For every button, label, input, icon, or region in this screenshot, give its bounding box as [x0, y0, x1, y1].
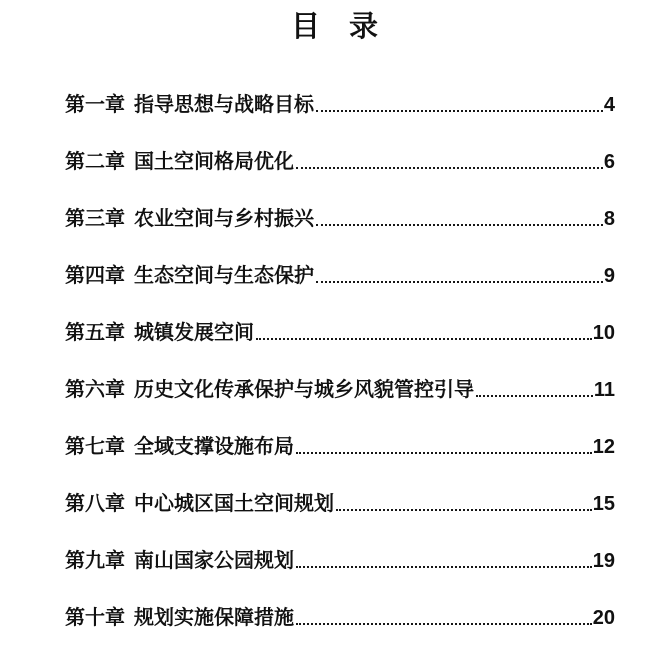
toc-chapter-label: 第十章 — [65, 607, 125, 629]
toc-entry — [65, 551, 615, 572]
toc-page-number: 11 — [593, 379, 615, 401]
toc-page-number: 9 — [603, 265, 615, 287]
toc-page-number: 19 — [592, 550, 615, 572]
dot-leader — [296, 623, 592, 625]
toc-entry — [65, 323, 615, 344]
toc-page-number: 15 — [592, 493, 615, 515]
dot-leader — [296, 452, 592, 454]
toc-chapter-label: 第五章 — [65, 322, 125, 344]
toc-entry-title: 生态空间与生态保护 — [134, 265, 314, 287]
toc-chapter-label: 第二章 — [65, 151, 125, 173]
toc-entry — [65, 494, 615, 515]
dot-leader — [296, 167, 603, 169]
toc-page-number: 6 — [603, 151, 615, 173]
toc-entry-title: 规划实施保障措施 — [134, 607, 294, 629]
toc-entry — [65, 152, 615, 173]
toc-chapter-label: 第七章 — [65, 436, 125, 458]
toc-chapter-label: 第三章 — [65, 208, 125, 230]
toc-chapter-label: 第六章 — [65, 379, 125, 401]
toc-entry — [65, 437, 615, 458]
toc-page-number: 10 — [592, 322, 615, 344]
dot-leader — [296, 566, 592, 568]
toc-entry-title: 指导思想与战略目标 — [134, 94, 314, 116]
toc-entry — [65, 380, 615, 401]
toc-entry — [65, 608, 615, 629]
toc-entry-title: 城镇发展空间 — [134, 322, 254, 344]
toc-entry — [65, 209, 615, 230]
toc-chapter-label: 第八章 — [65, 493, 125, 515]
toc-entry-title: 中心城区国土空间规划 — [134, 493, 334, 515]
dot-leader — [316, 281, 603, 283]
dot-leader — [336, 509, 592, 511]
toc-page-number: 4 — [603, 94, 615, 116]
toc-chapter-label: 第一章 — [65, 94, 125, 116]
toc-entry — [65, 266, 615, 287]
toc-entry — [65, 95, 615, 116]
toc-page-number: 20 — [592, 607, 615, 629]
toc-entry-title: 历史文化传承保护与城乡风貌管控引导 — [134, 379, 474, 401]
dot-leader — [476, 395, 593, 397]
toc-entry-title: 国土空间格局优化 — [134, 151, 294, 173]
toc-entry-title: 全域支撑设施布局 — [134, 436, 294, 458]
toc-list — [0, 95, 669, 629]
dot-leader — [316, 224, 603, 226]
toc-entry-title: 南山国家公园规划 — [134, 550, 294, 572]
toc-page-number: 8 — [603, 208, 615, 230]
dot-leader — [316, 110, 603, 112]
toc-chapter-label: 第九章 — [65, 550, 125, 572]
toc-page-number: 12 — [592, 436, 615, 458]
toc-chapter-label: 第四章 — [65, 265, 125, 287]
dot-leader — [256, 338, 592, 340]
toc-entry-title: 农业空间与乡村振兴 — [134, 208, 314, 230]
page-title: 目 录 — [290, 11, 378, 43]
